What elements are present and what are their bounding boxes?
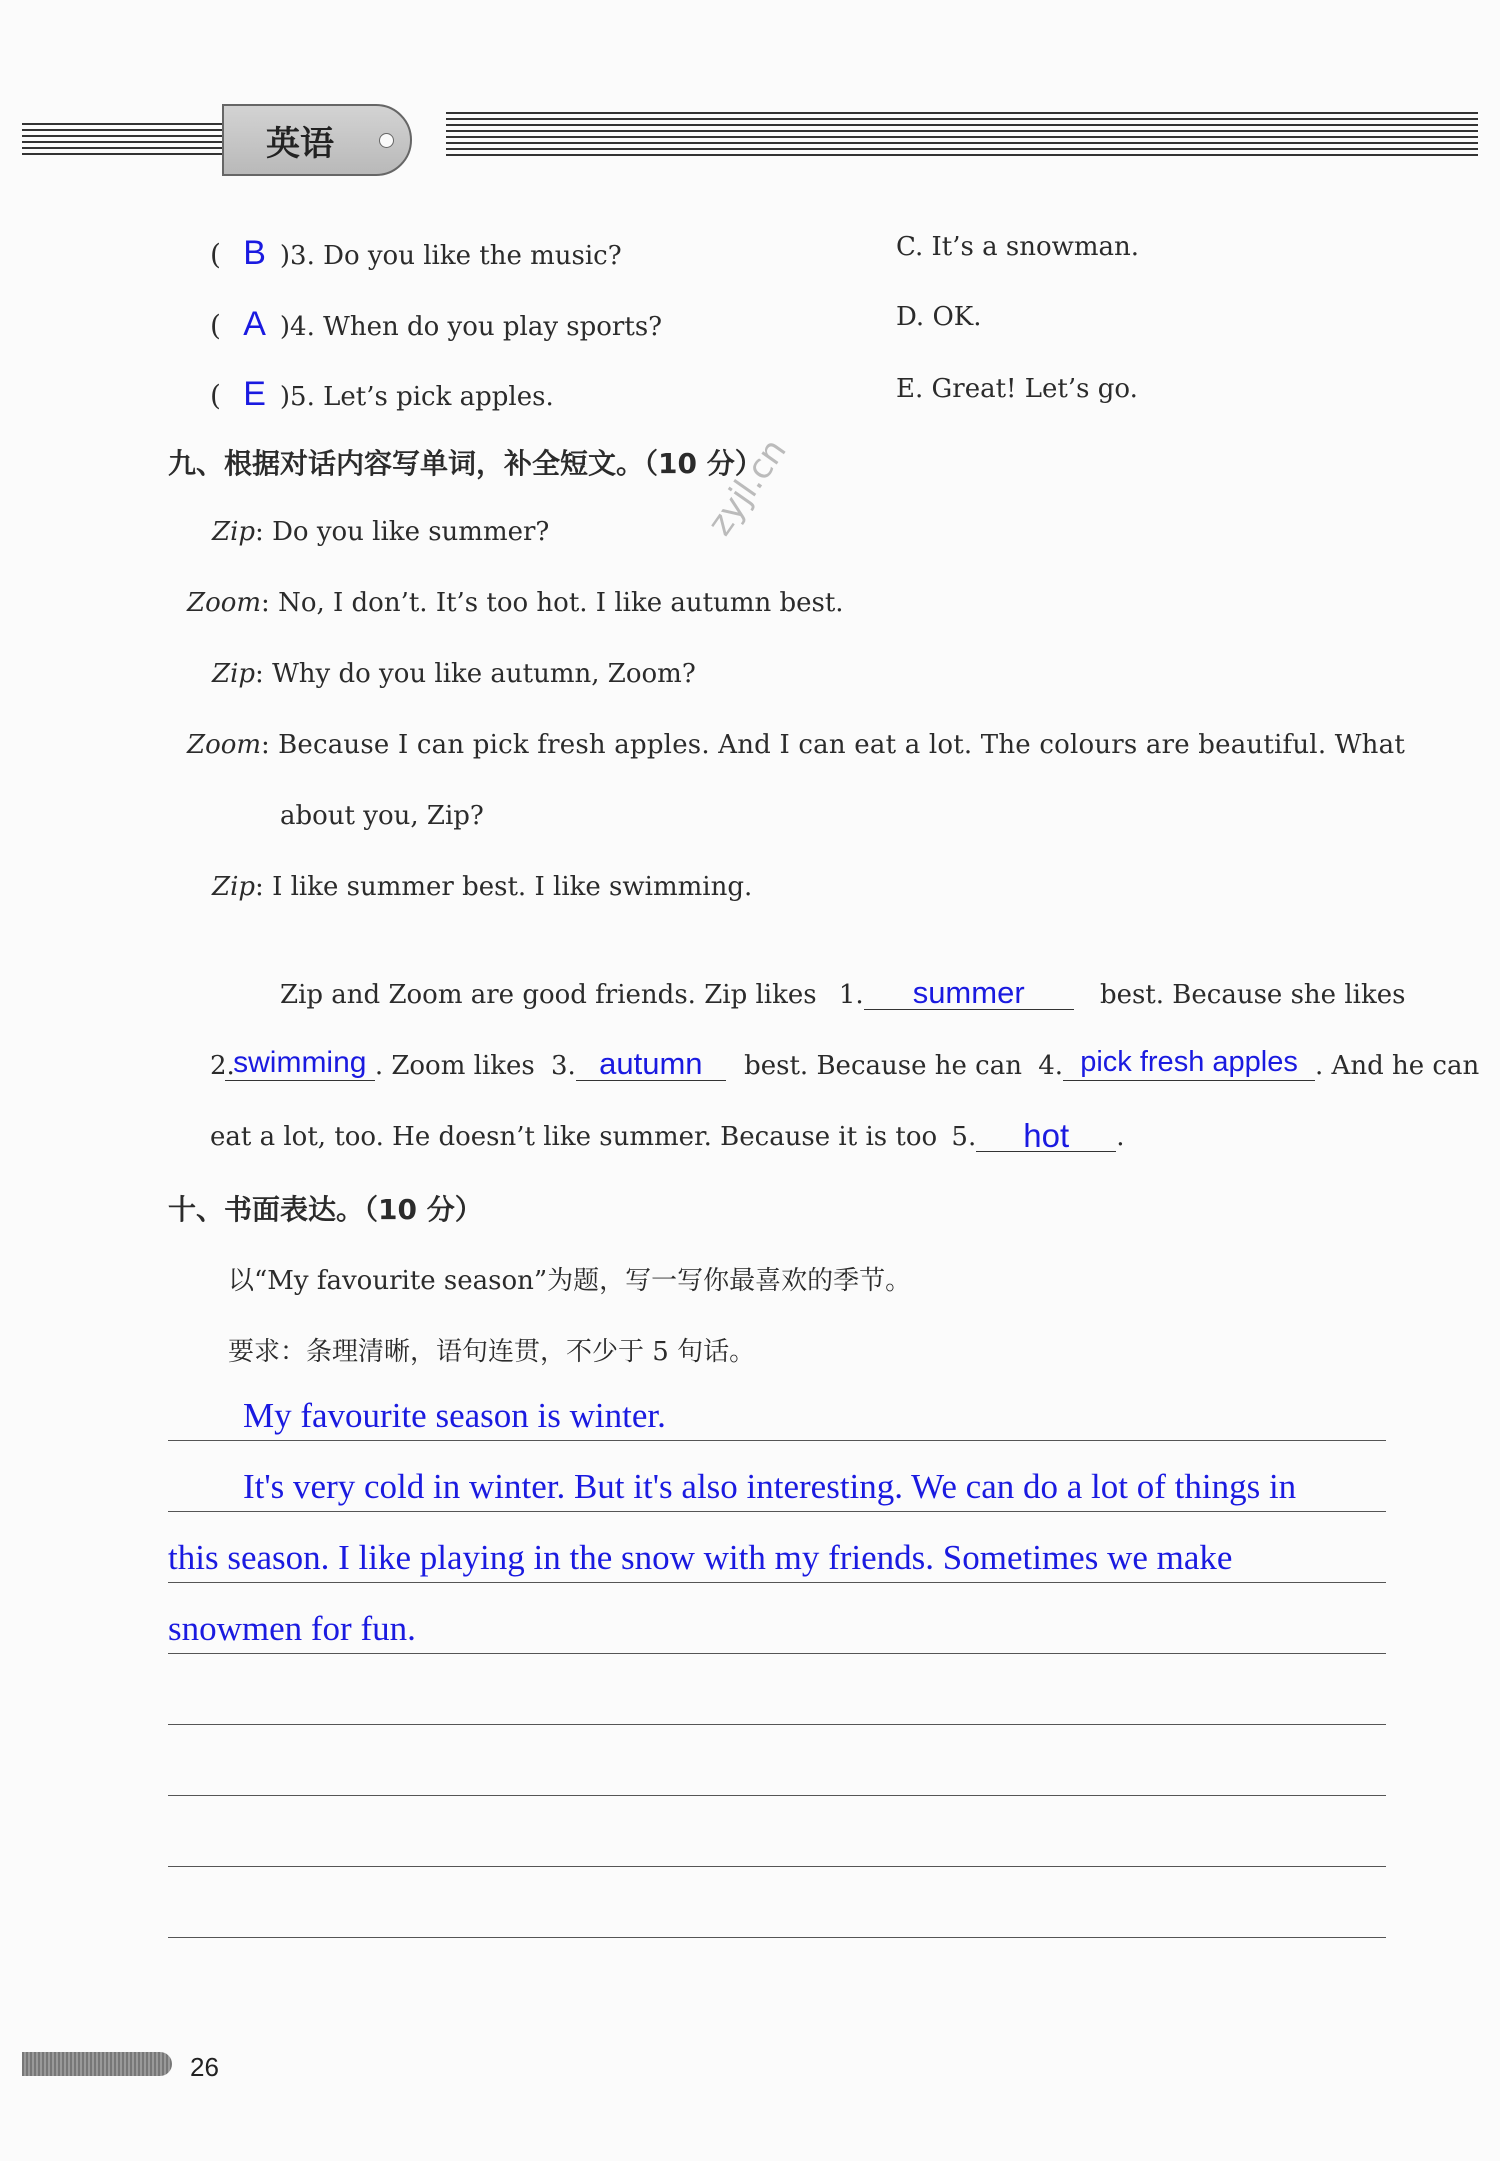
blank-answer: swimming [233,1046,367,1079]
dialogue-text: Why do you like autumn, Zoom? [272,659,696,689]
subject-tab [222,104,412,176]
header-rule-left [22,123,222,167]
answer-line: My favourite season is winter. [243,1396,666,1435]
passage-line-3: eat a lot, too. He doesn’t like summer. Because it is too 5. hot . [210,1117,1125,1154]
blank-3 [576,1046,726,1081]
writing-rule [168,1440,1386,1441]
writing-requirement: 要求：条理清晰，语句连贯，不少于 5 句话。 [228,1337,756,1367]
subject-title: 英语 [266,124,334,164]
dialogue-text: Because I can pick fresh apples. And I can eat a lot. The colours are beautiful. What [278,730,1405,760]
blank-1 [864,975,1074,1010]
section9-title: 九、根据对话内容写单词，补全短文。（10 分） [168,447,763,480]
speaker: Zip [212,517,256,547]
option-text: E. Great! Let’s go. [896,374,1138,404]
blank-2 [225,1046,375,1081]
option-text: C. It’s a snowman. [896,232,1140,262]
page-number: 26 [190,2052,219,2082]
blank-5 [976,1117,1116,1152]
question-text: )3. Do you like the music? [279,241,622,271]
dialogue-line: Zoom: No, I don’t. It’s too hot. I like autumn best. [187,588,844,618]
speaker: Zoom [187,730,262,760]
answer-letter: E [243,375,266,413]
writing-rule [168,1866,1386,1867]
watermark: zyjl.cn [700,431,795,543]
answer-line: this season. I like playing in the snow with my friends. Sometimes we make [168,1538,1233,1577]
dialogue-line: Zip: Do you like summer? [212,517,550,547]
blank-answer: hot [1023,1117,1070,1154]
blank-answer: summer [912,975,1025,1010]
question-text: )4. When do you play sports? [279,312,663,342]
answer-line: snowmen for fun. [168,1609,416,1648]
dialogue-line: Zoom: Because I can pick fresh apples. And I can eat a lot. The colours are beautiful. What [187,730,1405,760]
dialogue-line: Zip: Why do you like autumn, Zoom? [212,659,696,689]
blank-answer: pick fresh apples [1080,1046,1298,1078]
dialogue-line: Zip: I like summer best. I like swimming. [212,872,753,902]
matching-row: ( A )4. When do you play sports? [210,305,663,343]
footer-bar [22,2052,172,2076]
speaker: Zoom [187,588,262,618]
dialogue-text: Do you like summer? [272,517,550,547]
writing-rule [168,1724,1386,1725]
matching-row: ( B )3. Do you like the music? [210,234,622,272]
blank-answer: autumn [599,1046,703,1081]
dialogue-text: No, I don’t. It’s too hot. I like autumn best. [278,588,844,618]
option-text: D. OK. [896,302,982,332]
passage-line-2: 2.swimming . Zoom likes 3. autumn best. Because he can 4. pick fresh apples . And he can [210,1046,1480,1081]
speaker: Zip [212,659,256,689]
writing-rule [168,1937,1386,1938]
writing-rule [168,1582,1386,1583]
writing-rule [168,1511,1386,1512]
dialogue-text: I like summer best. I like swimming. [272,872,753,902]
dialogue-text: about you, Zip? [280,801,484,831]
header-rule-right [446,112,1478,156]
answer-letter: A [243,305,266,343]
writing-prompt: 以“My favourite season”为题，写一写你最喜欢的季节。 [228,1266,912,1296]
writing-rule [168,1653,1386,1654]
passage-line-1: Zip and Zoom are good friends. Zip likes 1. summer best. Because she likes [280,975,1406,1010]
writing-rule [168,1795,1386,1796]
matching-row: ( E )5. Let’s pick apples. [210,375,554,413]
tab-dot-icon [379,133,394,148]
section10-title: 十、书面表达。（10 分） [168,1193,483,1226]
answer-line: It's very cold in winter. But it's also interesting. We can do a lot of things in [243,1467,1297,1506]
blank-4 [1063,1046,1315,1081]
answer-letter: B [243,234,266,272]
speaker: Zip [212,872,256,902]
question-text: )5. Let’s pick apples. [279,382,554,412]
